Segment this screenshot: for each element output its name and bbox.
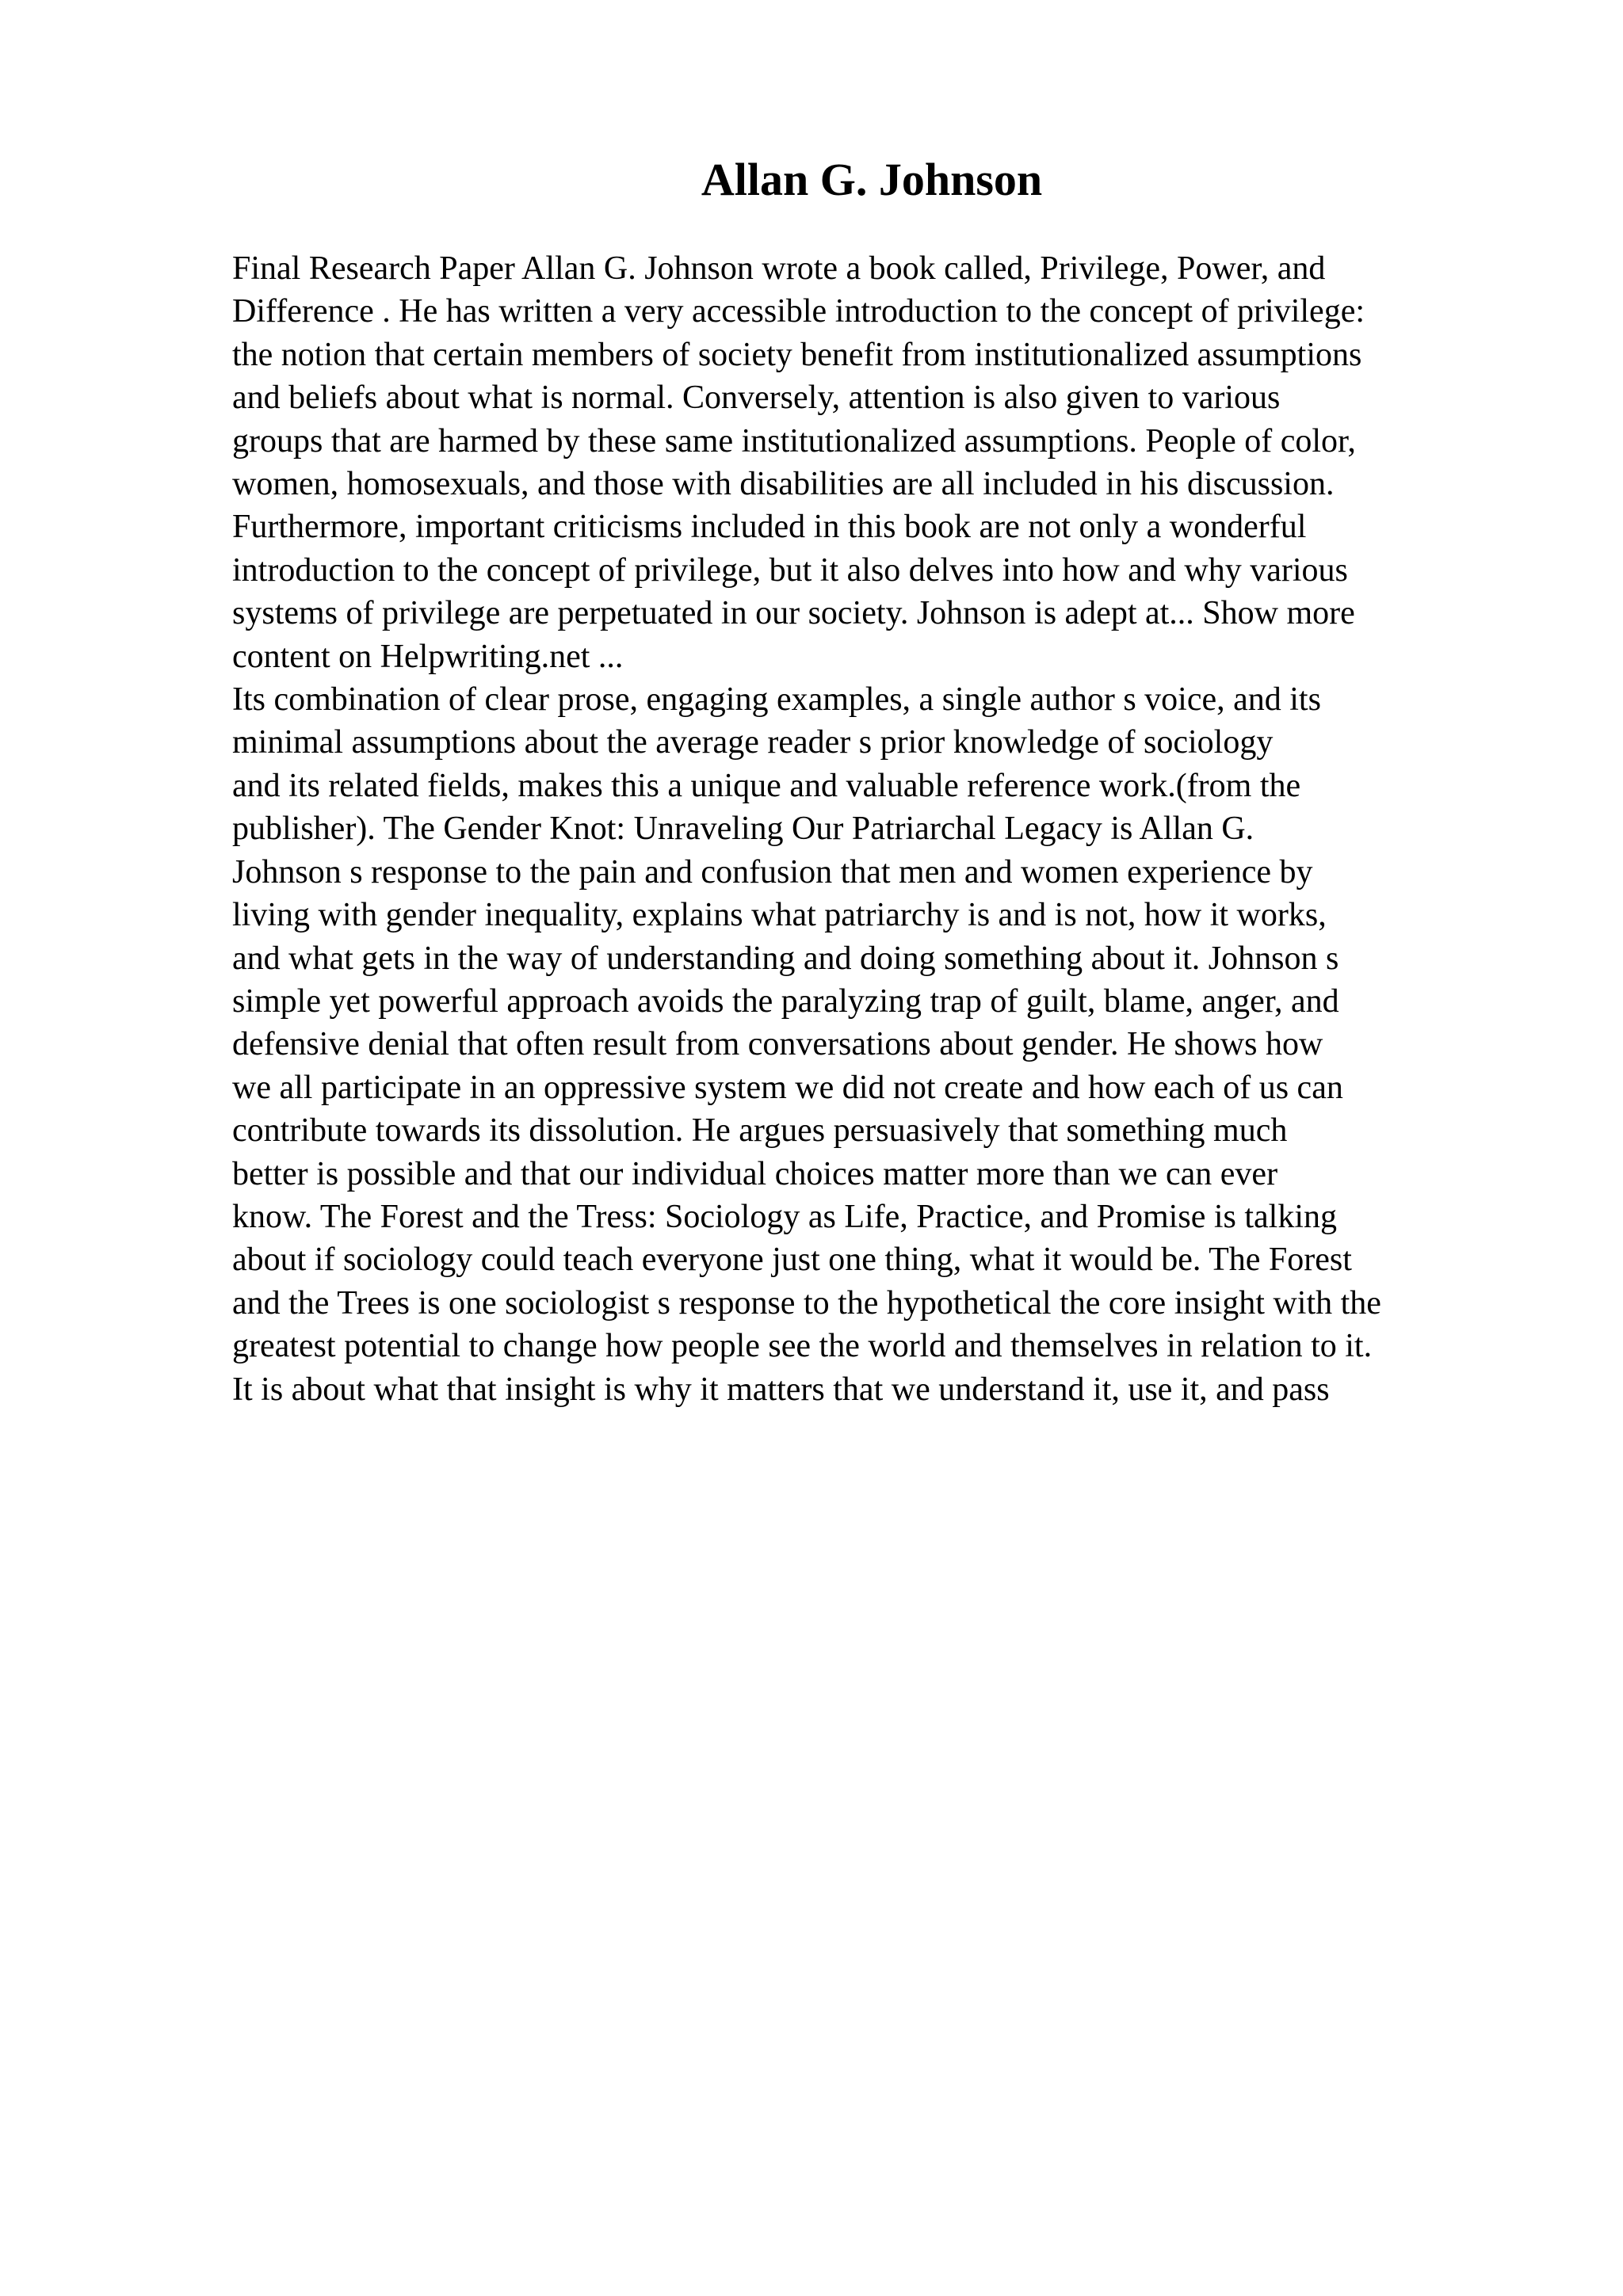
text-line: and the Trees is one sociologist s response to the hypothetical the core insight with the (232, 1284, 1381, 1322)
text-line: women, homosexuals, and those with disabilities are all included in his discussion. (232, 466, 1335, 503)
text-line: greatest potential to change how people see the world and themselves in relation to it. (232, 1328, 1373, 1365)
text-line: living with gender inequality, explains what patriarchy is and is not, how it works, (232, 897, 1327, 934)
text-line: contribute towards its dissolution. He argues persuasively that something much (232, 1112, 1288, 1150)
text-line: about if sociology could teach everyone just one thing, what it would be. The Forest (232, 1241, 1352, 1279)
text-line: Furthermore, important criticisms included in this book are not only a wonderful (232, 509, 1307, 546)
text-line: content on Helpwriting.net ... (232, 638, 624, 675)
body-text (232, 247, 1564, 1411)
text-line: groups that are harmed by these same institutionalized assumptions. People of color, (232, 422, 1356, 460)
text-line: systems of privilege are perpetuated in our society. Johnson is adept at... Show more (232, 595, 1355, 632)
text-line: It is about what that insight is why it matters that we understand it, use it, and pass (232, 1371, 1330, 1408)
page-title: Allan G. Johnson (701, 154, 1043, 205)
text-line: simple yet powerful approach avoids the paralyzing trap of guilt, blame, anger, and (232, 982, 1339, 1020)
text-line: Johnson s response to the pain and confusion that men and women experience by (232, 853, 1313, 891)
text-line: and beliefs about what is normal. Conversely, attention is also given to various (232, 379, 1281, 417)
text-line: the notion that certain members of society benefit from institutionalized assumptions (232, 336, 1362, 373)
text-line: minimal assumptions about the average reader s prior knowledge of sociology (232, 724, 1274, 761)
text-line: and what gets in the way of understanding and doing something about it. Johnson s (232, 940, 1339, 977)
text-line: Its combination of clear prose, engaging examples, a single author s voice, and its (232, 681, 1321, 719)
text-line: we all participate in an oppressive system we did not create and how each of us can (232, 1069, 1343, 1106)
text-line: know. The Forest and the Tress: Sociology as Life, Practice, and Promise is talking (232, 1198, 1337, 1235)
text-line: and its related fields, makes this a unique and valuable reference work.(from the (232, 767, 1301, 804)
text-line: Final Research Paper Allan G. Johnson wrote a book called, Privilege, Power, and (232, 250, 1326, 287)
text-line: better is possible and that our individual choices matter more than we can ever (232, 1155, 1278, 1192)
text-line: publisher). The Gender Knot: Unraveling Our Patriarchal Legacy is Allan G. (232, 810, 1254, 848)
text-line: introduction to the concept of privilege, but it also delves into how and why various (232, 551, 1348, 589)
text-line: Difference . He has written a very accessible introduction to the concept of privilege: (232, 293, 1365, 330)
text-line: defensive denial that often result from conversations about gender. He shows how (232, 1026, 1323, 1063)
